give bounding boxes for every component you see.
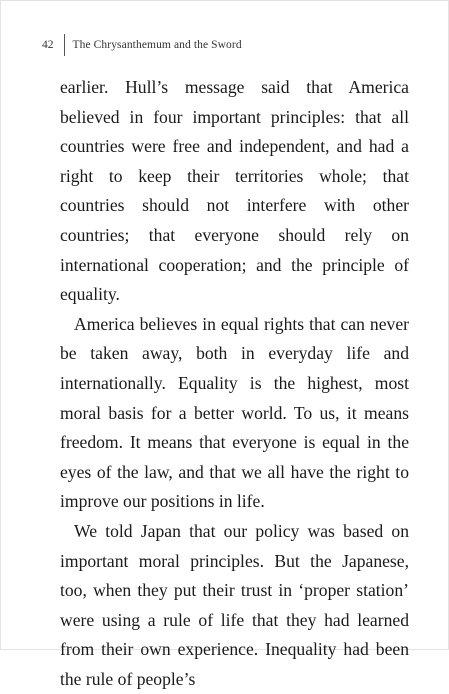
running-head bbox=[42, 34, 242, 56]
paragraph-2: America believes in equal rights that can never be taken away, both in everyday life and internationally. Equality is the highest, most moral basis for a better world. To us, it means freedom. It means that everyone is equal in the eyes of the law, and that we all have the right to improve our positions in life. bbox=[60, 313, 409, 512]
header-divider bbox=[64, 34, 65, 56]
body-text bbox=[60, 73, 409, 694]
paragraph-3: We told Japan that our policy was based on important moral principles. But the Japanese, too, when they put their trust in ‘proper station’ were using a rule of life that they had learned from their own experience. Inequality had been the rule of people’s bbox=[60, 520, 409, 689]
paragraph-1: earlier. Hull’s message said that America believed in four important principles: that all countries were free and independent, and had a right to keep their territories whole; that countries should not interfere with other countries; that everyone should rely on international cooperation; and the principle of equality. bbox=[60, 77, 409, 305]
book-title: The Chrysanthemum and the Sword bbox=[72, 39, 242, 51]
page-number: 42 bbox=[42, 39, 54, 51]
